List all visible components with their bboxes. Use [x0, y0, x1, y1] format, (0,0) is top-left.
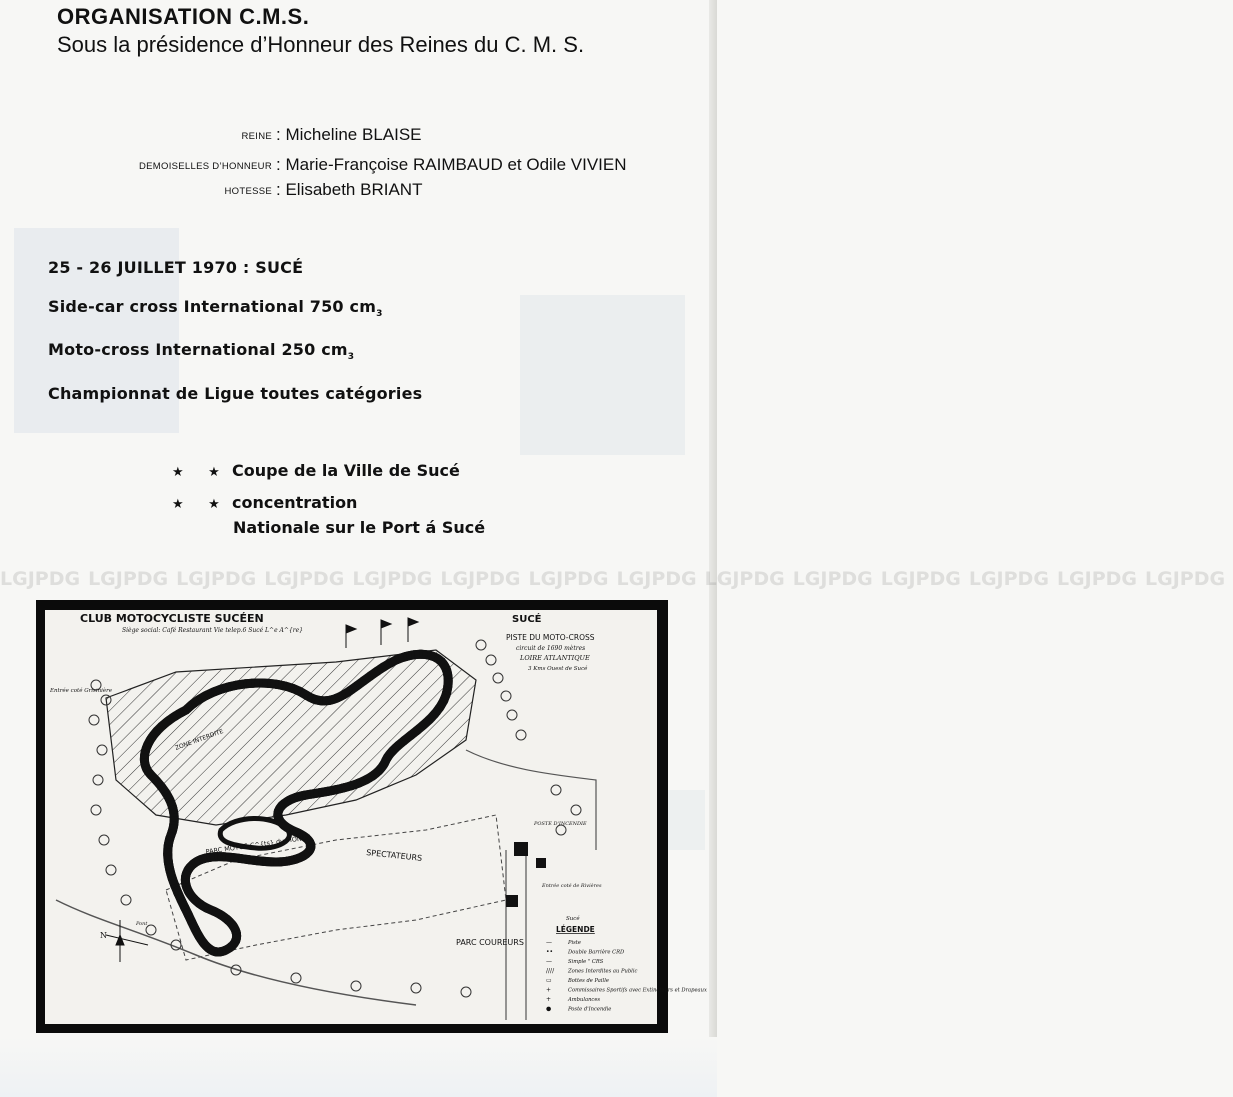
- map-poste-secours: POSTE D'INCENDIE: [534, 821, 587, 827]
- map-parc-coureurs: PARC COUREURS: [456, 938, 524, 947]
- watermark-mark: LGJPDG: [1056, 568, 1138, 590]
- role-label: REINE: [241, 131, 272, 142]
- map-entree-grisiniere: Entrée coté Grisinière: [50, 688, 113, 694]
- bottom-strip: [0, 1037, 717, 1097]
- legend-symbol: ••: [546, 948, 554, 956]
- legend-label: Bottes de Paille: [568, 978, 609, 984]
- building: [536, 858, 546, 868]
- map-town: SUCÉ: [512, 614, 542, 625]
- show-through-block: [520, 295, 685, 455]
- highlight-concentration-line2: Nationale sur le Port á Sucé: [233, 518, 486, 537]
- watermark-mark: LGJPDG: [88, 568, 169, 590]
- legend-symbol: +: [546, 996, 552, 1003]
- building: [506, 895, 518, 907]
- circuit-map-svg: [36, 600, 707, 1033]
- legend-label: Zones Interdites au Public: [568, 968, 638, 975]
- watermark-mark: LGJPDG: [792, 568, 873, 590]
- court-row-reine: [0, 125, 680, 147]
- watermark-mark: LGJPDG: [616, 568, 697, 590]
- legend-symbol: ▭: [546, 977, 552, 984]
- watermark-mark: LGJPDG: [440, 568, 521, 590]
- legend-label: Poste d'Incendie: [568, 1006, 612, 1013]
- legend-symbol: ●: [546, 1005, 552, 1013]
- legend-label: Commissaires Sportifs avec Extincteurs et Drapeaux: [568, 987, 707, 994]
- map-parc-motos: PARC MOTOS C^{ts} du MONDE: [205, 833, 312, 856]
- north-label: N: [100, 931, 107, 940]
- building: [514, 842, 528, 856]
- map-spectateurs: SPECTATEURS: [365, 848, 423, 863]
- circuit-map: [36, 600, 707, 1033]
- event-sidecar: Side-car cross International 750 $cm_3$: [48, 297, 383, 320]
- star-icon: ★ ★: [172, 497, 230, 512]
- map-location: 3 Kms Ouest de Sucé: [528, 666, 588, 672]
- legend-label: Ambulances: [568, 997, 601, 1003]
- watermark-mark: LGJPDG: [704, 568, 785, 590]
- legend-label: Simple " CRS: [568, 959, 604, 965]
- map-zone-interdite: ZONE INTERDITE: [174, 727, 225, 752]
- legend-symbol: +: [546, 986, 552, 994]
- map-pont: Pont: [136, 921, 148, 927]
- page-edge: [709, 0, 717, 1097]
- map-circuit-length: circuit de 1690 mètres: [516, 645, 586, 652]
- watermark-row: [0, 568, 1226, 590]
- court-row-demoiselles: [0, 155, 680, 177]
- legend-label: Double Barrière CRD: [568, 949, 625, 956]
- event-date-line: 25 - 26 JUILLET 1970 : SUCÉ: [48, 258, 304, 277]
- watermark-mark: LGJPDG: [264, 568, 345, 590]
- legend-symbol: —: [546, 939, 552, 946]
- map-suce-road: Sucé: [566, 916, 580, 922]
- event-championship: Championnat de Ligue toutes catégories: [48, 384, 423, 403]
- role-label: HOTESSE: [224, 186, 272, 197]
- club-address: Siège social: Café Restaurant Vie telep.6 Sucé L^e A^{re}: [122, 627, 303, 634]
- watermark-mark: LGJPDG: [880, 568, 961, 590]
- highlight-concentration: ★ ★ concentration: [172, 493, 358, 512]
- map-region: LOIRE ATLANTIQUE: [520, 654, 590, 662]
- page-title: ORGANISATION C.M.S.: [57, 4, 310, 29]
- watermark-mark: LGJPDG: [528, 568, 609, 590]
- event-motocross: Moto-cross International 250 $cm_3$: [48, 340, 355, 363]
- map-piste-title: PISTE DU MOTO-CROSS: [506, 633, 595, 642]
- watermark-mark: LGJPDG: [968, 568, 1049, 590]
- watermark-mark: LGJPDG: [176, 568, 257, 590]
- legend-label: Piste: [568, 940, 581, 946]
- role-names: : Elisabeth BRIANT: [276, 180, 423, 199]
- highlight-coupe: ★ ★ Coupe de la Ville de Sucé: [172, 461, 460, 480]
- page-subtitle: Sous la présidence d’Honneur des Reines du C. M. S.: [57, 32, 585, 57]
- club-name: CLUB MOTOCYCLISTE SUCÉEN: [80, 612, 264, 625]
- legend-symbol: ////: [546, 967, 555, 975]
- role-names: : Marie-Françoise RAIMBAUD et Odile VIVIEN: [276, 155, 627, 174]
- map-entree-rivieres: Entrée coté de Rivières: [542, 883, 602, 889]
- legend-symbol: —: [546, 958, 552, 965]
- watermark-mark: LGJPDG: [1145, 568, 1226, 590]
- court-row-hotesse: [0, 180, 680, 202]
- role-names: : Micheline BLAISE: [276, 125, 422, 144]
- watermark-mark: LGJPDG: [352, 568, 433, 590]
- star-icon: ★ ★: [172, 465, 230, 480]
- role-label: DEMOISELLES D’HONNEUR: [139, 161, 272, 172]
- watermark-mark: LGJPDG: [0, 568, 81, 590]
- legend-title: LÉGENDE: [556, 925, 595, 934]
